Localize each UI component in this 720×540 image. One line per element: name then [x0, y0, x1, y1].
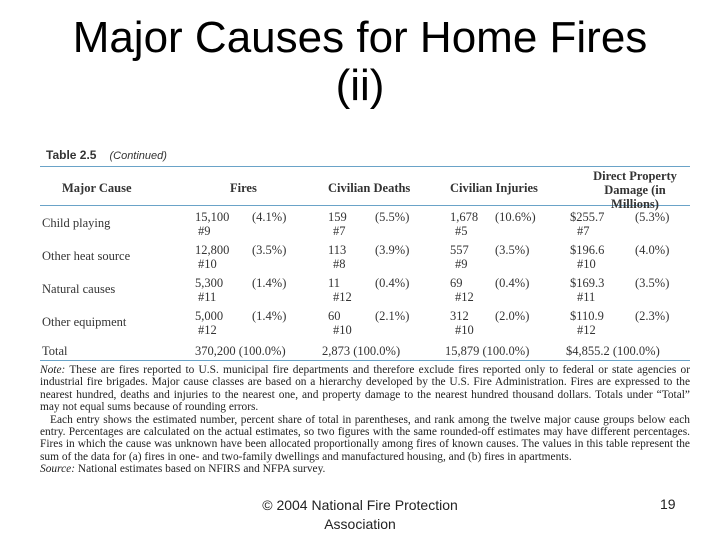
- fires-percent: (1.4%): [252, 309, 287, 323]
- fires-rank: #12: [198, 323, 217, 337]
- deaths-value: 11: [328, 276, 341, 290]
- header-fires: Fires: [230, 181, 257, 195]
- injuries-value: 312: [450, 309, 469, 323]
- injuries-percent: (0.4%): [495, 276, 530, 290]
- injuries-value: 557: [450, 243, 469, 257]
- damage-rank: #11: [577, 290, 596, 304]
- slide-title: [0, 14, 720, 110]
- table-header: [40, 167, 690, 211]
- injuries-percent: (2.0%): [495, 309, 530, 323]
- deaths-percent: (5.5%): [375, 210, 410, 224]
- table-row: [40, 210, 690, 243]
- slide-footer: [210, 496, 510, 534]
- damage-percent: (4.0%): [635, 243, 670, 257]
- fires-rank: #10: [198, 257, 217, 271]
- fires-value: 5,300: [195, 276, 224, 290]
- total-damage: $4,855.2 (100.0%): [566, 344, 660, 358]
- damage-percent: (2.3%): [635, 309, 670, 323]
- total-label: Total: [42, 344, 68, 358]
- row-cause: Other equipment: [42, 315, 127, 329]
- deaths-rank: #8: [333, 257, 346, 271]
- row-cause: Other heat source: [42, 249, 131, 263]
- injuries-rank: #10: [455, 323, 474, 337]
- total-injuries: 15,879 (100.0%): [445, 344, 530, 358]
- deaths-rank: #12: [333, 290, 352, 304]
- source-text: National estimates based on NFIRS and NFPA survey.: [75, 463, 326, 476]
- fires-rank: #9: [198, 224, 211, 238]
- table-number: Table 2.5: [46, 148, 97, 162]
- note-paragraph: [40, 364, 690, 414]
- deaths-value: 113: [328, 243, 347, 257]
- fires-value: 12,800: [195, 243, 230, 257]
- total-fires: 370,200 (100.0%): [195, 344, 286, 358]
- deaths-percent: (2.1%): [375, 309, 410, 323]
- deaths-value: 60: [328, 309, 341, 323]
- fires-percent: (3.5%): [252, 243, 287, 257]
- injuries-rank: #9: [455, 257, 468, 271]
- injuries-value: 69: [450, 276, 463, 290]
- fires-value: 15,100: [195, 210, 230, 224]
- fires-percent: (4.1%): [252, 210, 287, 224]
- table-row: [40, 243, 690, 276]
- note-text: These are fires reported to U.S. municipal fire departments and therefore exclude fires reported only to federal or state agencies or industrial fire brigades. Major cause classes are based on a hierarchy developed by the U.S. Fire Administration. Fires are expressed to the nearest hundred, deaths and injuries to the nearest one, and property damage to the nearest hundred thousand dollars. Totals under “Total” may not equal sums because of rounding errors.: [40, 364, 690, 414]
- fires-rank: #11: [198, 290, 217, 304]
- fires-value: 5,000: [195, 309, 224, 323]
- header-major-cause: Major Cause: [62, 181, 132, 195]
- note-label: Note:: [40, 364, 66, 376]
- deaths-percent: (0.4%): [375, 276, 410, 290]
- row-cause: Natural causes: [42, 282, 116, 296]
- source-paragraph: [40, 463, 690, 475]
- deaths-rank: #10: [333, 323, 352, 337]
- table-row: [40, 276, 690, 309]
- fires-percent: (1.4%): [252, 276, 287, 290]
- table-total-row: [40, 342, 690, 360]
- damage-value: $110.9: [570, 309, 604, 323]
- damage-value: $169.3: [570, 276, 605, 290]
- damage-rank: #10: [577, 257, 596, 271]
- table-continued: (Continued): [109, 150, 167, 162]
- injuries-rank: #12: [455, 290, 474, 304]
- damage-rank: #7: [577, 224, 590, 238]
- table-row: [40, 309, 690, 342]
- injuries-percent: (3.5%): [495, 243, 530, 257]
- header-civilian-deaths: Civilian Deaths: [328, 181, 411, 195]
- page-number: 19: [660, 496, 676, 512]
- footer-copyright: © 2004 National Fire Protection: [262, 497, 458, 513]
- damage-value: $196.6: [570, 243, 605, 257]
- table-body: [40, 206, 690, 360]
- deaths-percent: (3.9%): [375, 243, 410, 257]
- table-caption: [40, 146, 690, 164]
- title-line-1: Major Causes for Home Fires: [72, 13, 648, 62]
- footer-organization: Association: [324, 516, 396, 532]
- row-cause: Child playing: [42, 216, 111, 230]
- deaths-value: 159: [328, 210, 347, 224]
- damage-percent: (5.3%): [635, 210, 670, 224]
- title-line-2: (ii): [335, 61, 385, 110]
- damage-value: $255.7: [570, 210, 605, 224]
- fire-causes-table: [40, 146, 690, 476]
- injuries-value: 1,678: [450, 210, 479, 224]
- injuries-percent: (10.6%): [495, 210, 536, 224]
- header-property-damage: Direct Property Damage (in Millions): [593, 169, 677, 211]
- deaths-rank: #7: [333, 224, 346, 238]
- injuries-rank: #5: [455, 224, 468, 238]
- header-civilian-injuries: Civilian Injuries: [450, 181, 538, 195]
- damage-rank: #12: [577, 323, 596, 337]
- note-paragraph-2: Each entry shows the estimated number, percent share of total in parentheses, and rank among the twelve major cause groups below each entry. Percentages are calculated on the actual estimates, so two figures with the same rounded-off estimates may have different percentages. Fires in which the cause was unknown have been allocated proportionally among fires of known causes. The values in this table represent the sum of the data for (a) fires in one- and two-family dwellings and manufactured housing, and (b) fires in apartments.: [40, 413, 690, 463]
- source-label: Source:: [40, 463, 76, 476]
- damage-percent: (3.5%): [635, 276, 670, 290]
- table-notes: [40, 361, 690, 476]
- total-deaths: 2,873 (100.0%): [322, 344, 401, 358]
